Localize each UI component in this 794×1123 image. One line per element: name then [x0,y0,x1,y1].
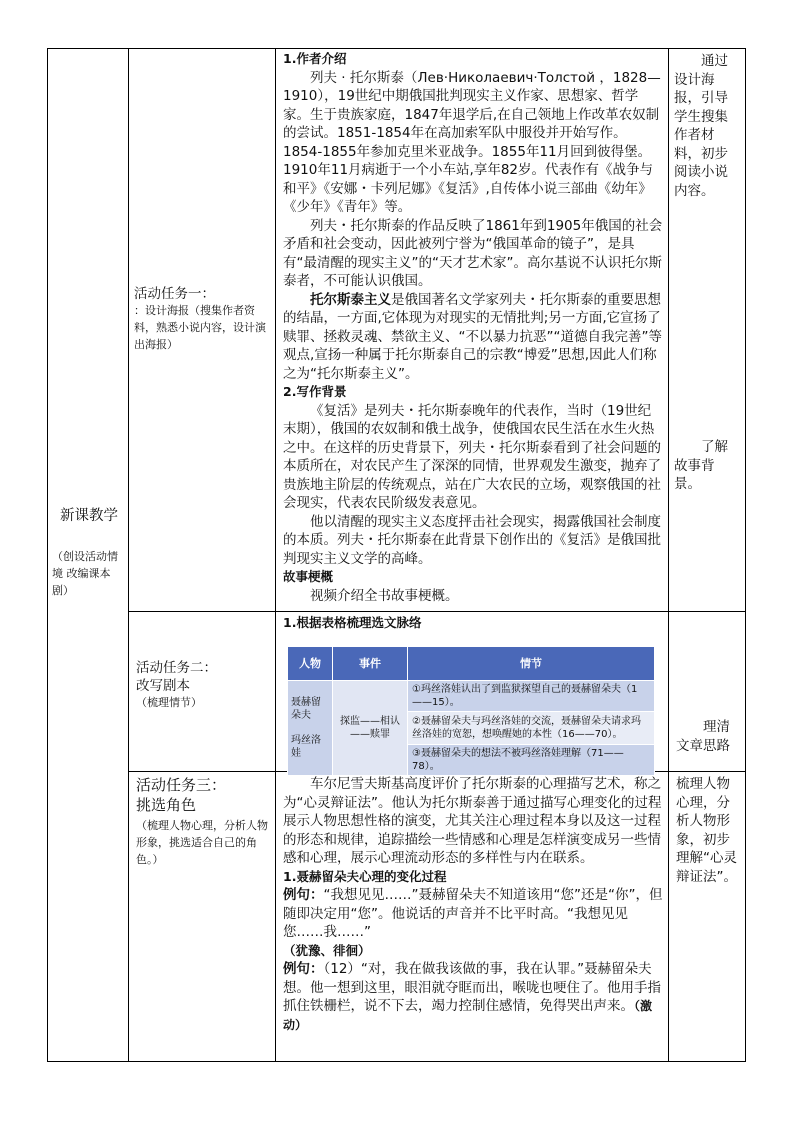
heading-synopsis: 故事梗概 [283,569,334,584]
task2-note: （梳理情节） [136,696,202,709]
character-a: 聂赫留朵夫 [291,697,321,721]
task2-subtitle: 改写剧本 [136,678,190,694]
character-cell [288,681,333,776]
tolstoyism-term: 托尔斯泰主义 [310,291,391,308]
character-b: 玛丝洛娃 [291,735,321,759]
task1-subtitle: ：设计海报（搜集作者资料，熟悉小说内容，设计演出海报） [134,304,266,351]
plot-table [287,646,655,776]
example-1-text: “我想见见……”聂赫留朵夫不知道该用“您”还是“你”，但随即决定用“您”。他说话的声音并不比平时高。“我想见见您……我……” [283,887,663,940]
author-para-3 [283,291,663,384]
heading-psychology: 1.聂赫留朵夫心理的变化过程 [283,868,447,884]
plot-3: ③聂赫留朵夫的想法不被玛丝洛娃理解（71——78）。 [408,745,655,776]
author-para-1: 列夫 · 托尔斯泰（Лев·Николаевич·Толстой ，1828—1910），19世纪中期俄国批判现实主义作家、思想家、哲学家。生于贵族家庭，1847年退学后,在自己领地上作改革农奴制的尝试。1851-1854年在高加索军队中服役并开始写作。1854-1855年参加克里米亚战争。1855年11月回到彼得堡。1910年11月病逝于一个小车站,享年82岁。代表作有《战争与和平》《安娜・卡列尼娜》《复活》,自传体小说三部曲《幼年》《少年》《青年》等。 [283,69,661,215]
plot-2: ②聂赫留朵夫与玛丝洛娃的交流，聂赫留朵夫请求玛丝洛娃的宽恕，想唤醒她的本性（16——70）。 [408,712,655,745]
header-plot: 情节 [408,647,655,681]
example-1 [283,886,663,942]
event-cell: 探监——相认——赎罪 [333,681,408,776]
task3-goal: 梳理人物心理，分析人物形象，初步理解“心灵辩证法”。 [676,776,737,885]
synopsis-para: 视频介绍全书故事梗概。 [310,587,459,604]
example-2 [283,960,663,1034]
example-1-label: 例句： [283,887,324,903]
task3-note: （梳理人物心理，分析人物形象，挑选适合自己的角色。） [136,819,268,866]
task1-content [283,50,663,605]
author-para-2: 列夫・托尔斯泰的作品反映了1861年到1905年俄国的社会矛盾和社会变动，因此被列宁誉为“俄国革命的镜子”，是具有“最清醒的现实主义”的“天才艺术家”。高尔基说不认识托尔斯泰者，不可能认识俄国。 [283,217,663,289]
row-divider [128,611,746,612]
header-character: 人物 [288,647,333,681]
col-divider [668,48,669,1062]
section-title: 新课教学 [60,508,118,524]
task3-title: 活动任务三： [136,776,227,794]
header-event: 事件 [333,647,408,681]
task1-title: 活动任务一： [134,286,215,302]
section-note: （创设活动情境 改编课本剧） [52,550,118,597]
intro-para: 车尔尼雪夫斯基高度评价了托尔斯泰的心理描写艺术，称之为“心灵辩证法”。他认为托尔斯泰善于通过描写心理变化的过程展示人物思想性格的演变，尤其关注心理过程本身以及这一过程的形态和规律，追踪描绘一些情感和心理是怎样演变成另一些情感和心理，展示心理流动形态的多样性与内在联系。 [283,776,662,866]
task1-goal: 通过设计海报，引导学生搜集作者材料，初步阅读小说内容。 [674,53,728,199]
example-2-tag: （激动） [283,999,653,1032]
task2-heading [283,614,663,633]
plot-table-header [288,647,655,681]
background-para-2: 他以清醒的现实主义态度抨击社会现实，揭露俄国社会制度的本质。列夫・托尔斯泰在此背景下创作出的《复活》是俄国批判现实主义文学的高峰。 [283,513,661,567]
background-para-1: 《复活》是列夫・托尔斯泰晚年的代表作，当时（19世纪末期），俄国的农奴制和俄土战争，使俄国农民生活在水生火热之中。在这样的历史背景下，列夫・托尔斯泰看到了社会问题的本质所在，对农民产生了深深的同情，世界观发生激变，抛弃了贵族地主阶层的传统观点，站在广大农民的立场，观察俄国的社会现实，代表农民阶级发表意见。 [283,402,661,511]
heading-background: 2.写作背景 [283,384,347,399]
table-row [288,681,655,712]
heading-author: 1.作者介绍 [283,51,347,66]
heading-outline: 1.根据表格梳理选文脉络 [283,615,422,630]
example-1-tag: （犹豫、徘徊） [283,942,371,958]
example-2-text: （12）“对，我在做我该做的事，我在认罪。”聂赫留朵夫想。他一想到这里，眼泪就夺眶而出，喉咙也哽住了。他用手指抓住铁栅栏，说不下去，竭力控制住感情，免得哭出声来。 [283,961,661,1014]
col-divider [275,48,276,1062]
task2-title: 活动任务二： [136,660,217,676]
example-2-label: 例句： [283,961,324,977]
tolstoyism-text: 是俄国著名文学家列夫・托尔斯泰的重要思想的结晶，一方面,它体现为对现实的无情批判;另一方面,它宣扬了赎罪、拯救灵魂、禁欲主义、“不以暴力抗恶”“道德自我完善”等观点,宣扬一种属于托尔斯泰自己的宗教“博爱”思想,因此人们称之为“托尔斯泰主义”。 [283,291,662,382]
task2-goal: 理清文章思路 [676,719,730,754]
task1-goal-2: 了解故事背景。 [674,439,728,492]
task3-content [283,775,663,1034]
plot-1: ①玛丝洛娃认出了到监狱探望自己的聂赫留朵夫（1——15）。 [408,681,655,712]
task3-subtitle: 挑选角色 [136,796,197,814]
col-divider [128,48,129,1062]
